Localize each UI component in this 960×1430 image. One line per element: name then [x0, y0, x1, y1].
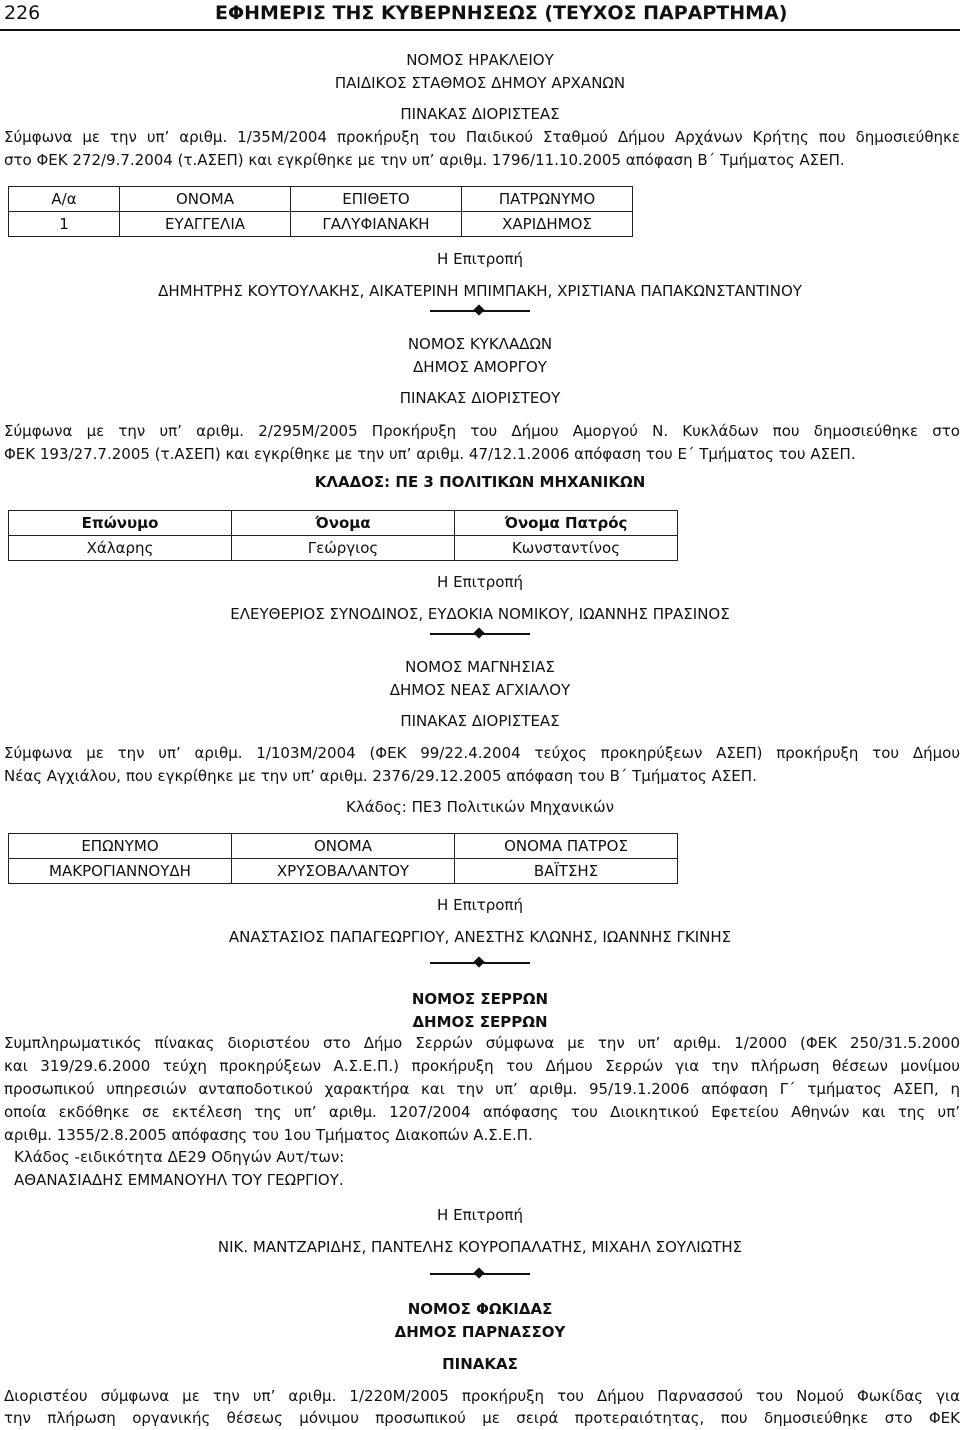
gazette-title: ΕΦΗΜΕΡΙΣ ΤΗΣ ΚΥΒΕΡΝΗΣΕΩΣ (ΤΕΥΧΟΣ ΠΑΡΑΡΤΗΜΑ) — [215, 2, 788, 24]
s3-committee-label: Η Επιτροπή — [437, 896, 523, 914]
s2-text-line: ΦΕΚ 193/27.7.2005 (τ.ΑΣΕΠ) και εγκρίθηκε με την υπ’ αριθμ. 47/12.1.2006 απόφαση του Ε΄ Τμήματος του ΑΣΕΠ. — [4, 445, 856, 463]
s1-pinakas: ΠΙΝΑΚΑΣ ΔΙΟΡΙΣΤΕΑΣ — [400, 105, 560, 123]
table-header-row — [9, 187, 633, 212]
s5-foreas: ΔΗΜΟΣ ΠΑΡΝΑΣΣΟΥ — [394, 1323, 566, 1341]
s4-name: ΑΘΑΝΑΣΙΑΔΗΣ ΕΜΜΑΝΟΥΗΛ ΤΟΥ ΓΕΩΡΓΙΟΥ. — [14, 1171, 344, 1189]
s3-klados: Κλάδος: ΠΕ3 Πολιτικών Μηχανικών — [346, 798, 614, 816]
s5-pinakas: ΠΙΝΑΚΑΣ — [442, 1355, 518, 1373]
table-header-cell: ΟΝΟΜΑ ΠΑΤΡΟΣ — [455, 834, 678, 859]
table-header-cell: ΕΠΩΝΥΜΟ — [9, 834, 232, 859]
s1-table — [8, 186, 633, 237]
table-header-row — [9, 834, 678, 859]
s4-committee-label: Η Επιτροπή — [437, 1206, 523, 1224]
table-header-cell: ΟΝΟΜΑ — [232, 834, 455, 859]
s4-text-line: αριθμ. 1355/2.8.2005 απόφασης του 1ου Τμήματος Διακοπών Α.Σ.Ε.Π. — [4, 1126, 533, 1144]
table-header-row — [9, 511, 678, 536]
table-cell: ΓΑΛΥΦΙΑΝΑΚΗ — [291, 212, 462, 237]
table-header-cell: ΠΑΤΡΩΝΥΜΟ — [462, 187, 633, 212]
s2-text-line: Σύμφωνα με την υπ’ αριθμ. 2/295Μ/2005 Προκήρυξη του Δήμου Αμοργού Ν. Κυκλάδων που δημοσιεύθηκε στο — [4, 422, 960, 440]
s3-text-line: Νέας Αγχιάλου, που εγκρίθηκε με την υπ’ αριθμ. 2376/29.12.2005 απόφαση του Β΄ Τμήματος ΑΣΕΠ. — [4, 767, 757, 785]
s2-pinakas: ΠΙΝΑΚΑΣ ΔΙΟΡΙΣΤΕΟΥ — [399, 389, 561, 407]
table-header-cell: Επώνυμο — [9, 511, 232, 536]
table-header-cell: ΕΠΙΘΕΤΟ — [291, 187, 462, 212]
header-rule — [0, 29, 960, 31]
table-cell: Χάλαρης — [9, 536, 232, 561]
s3-table — [8, 833, 678, 884]
section-separator — [430, 957, 530, 969]
s1-nomos: ΝΟΜΟΣ ΗΡΑΚΛΕΙΟΥ — [406, 51, 554, 69]
table-cell: ΜΑΚΡΟΓΙΑΝΝΟΥΔΗ — [9, 859, 232, 884]
s4-text-line: οποία εκδόθηκε σε εκτέλεση της υπ’ αριθμ. 1207/2004 απόφασης του Διοικητικού Εφετείου Αθηνών και της υπ’ — [4, 1103, 960, 1121]
s3-pinakas: ΠΙΝΑΚΑΣ ΔΙΟΡΙΣΤΕΑΣ — [400, 712, 560, 730]
s5-text-line: Διοριστέου σύμφωνα με την υπ’ αριθμ. 1/220Μ/2005 προκήρυξη του Δήμου Παρνασσού του Νομού Φωκίδας για — [4, 1387, 960, 1405]
s4-text-line: Συμπληρωματικός πίνακας διοριστέου στο Δήμο Σερρών σύμφωνα με την υπ’ αριθμ. 1/2000 (ΦΕΚ 250/31.5.2000 — [4, 1034, 960, 1052]
s4-text-line: και 319/29.6.2000 τεύχη προκηρύξεων Α.Σ.Ε.Π.) προκήρυξη του Δήμου Σερρών για την πλήρωση θέσεων μονίμου — [4, 1057, 960, 1075]
s4-nomos: ΝΟΜΟΣ ΣΕΡΡΩΝ — [411, 990, 549, 1008]
table-row — [9, 536, 678, 561]
s1-committee: ΔΗΜΗΤΡΗΣ ΚΟΥΤΟΥΛΑΚΗΣ, ΑΙΚΑΤΕΡΙΝΗ ΜΠΙΜΠΑΚΗ, ΧΡΙΣΤΙΑΝΑ ΠΑΠΑΚΩΝΣΤΑΝΤΙΝΟΥ — [158, 282, 802, 300]
table-cell: ΧΑΡΙΔΗΜΟΣ — [462, 212, 633, 237]
section-separator — [430, 1268, 530, 1280]
s2-committee: ΕΛΕΥΘΕΡΙΟΣ ΣΥΝΟΔΙΝΟΣ, ΕΥΔΟΚΙΑ ΝΟΜΙΚΟΥ, ΙΩΑΝΝΗΣ ΠΡΑΣΙΝΟΣ — [230, 605, 730, 623]
table-header-cell: Α/α — [9, 187, 120, 212]
table-header-cell: Όνομα Πατρός — [455, 511, 678, 536]
table-row — [9, 212, 633, 237]
table-cell: ΕΥΑΓΓΕΛΙΑ — [120, 212, 291, 237]
page-number: 226 — [4, 2, 41, 24]
section-separator — [430, 628, 530, 640]
section-separator — [430, 305, 530, 317]
s3-committee: ΑΝΑΣΤΑΣΙΟΣ ΠΑΠΑΓΕΩΡΓΙΟΥ, ΑΝΕΣΤΗΣ ΚΛΩΝΗΣ, ΙΩΑΝΝΗΣ ΓΚΙΝΗΣ — [228, 928, 732, 946]
table-header-cell: Όνομα — [232, 511, 455, 536]
s1-foreas: ΠΑΙΔΙΚΟΣ ΣΤΑΘΜΟΣ ΔΗΜΟΥ ΑΡΧΑΝΩΝ — [334, 74, 626, 92]
s4-foreas: ΔΗΜΟΣ ΣΕΡΡΩΝ — [412, 1013, 548, 1031]
s4-klados: Κλάδος -ειδικότητα ΔΕ29 Οδηγών Αυτ/των: — [14, 1148, 345, 1166]
s2-foreas: ΔΗΜΟΣ ΑΜΟΡΓΟΥ — [413, 358, 547, 376]
s1-text-line: Σύμφωνα με την υπ’ αριθμ. 1/35Μ/2004 προκήρυξη του Παιδικού Σταθμού Δήμου Αρχάνων Κρήτης που δημοσιεύθηκε — [4, 128, 960, 146]
s4-text-line: προσωπικού υπηρεσιών ανταποδοτικού χαρακτήρα και την υπ’ αριθμ. 95/19.1.2006 απόφαση Γ΄ τμήματος ΑΣΕΠ, η — [4, 1080, 960, 1098]
s2-nomos: ΝΟΜΟΣ ΚΥΚΛΑΔΩΝ — [407, 335, 553, 353]
s3-foreas: ΔΗΜΟΣ ΝΕΑΣ ΑΓΧΙΑΛΟΥ — [389, 681, 571, 699]
s5-text-line: την πλήρωση οργανικής θέσεως μόνιμου προσωπικού με σειρά προτεραιότητας, που δημοσιεύθηκε στο ΦΕΚ — [4, 1409, 960, 1427]
table-row — [9, 859, 678, 884]
s1-committee-label: Η Επιτροπή — [437, 250, 523, 268]
table-cell: 1 — [9, 212, 120, 237]
s2-committee-label: Η Επιτροπή — [437, 573, 523, 591]
table-cell: ΧΡΥΣΟΒΑΛΑΝΤΟΥ — [232, 859, 455, 884]
s5-nomos: ΝΟΜΟΣ ΦΩΚΙΔΑΣ — [407, 1300, 553, 1318]
s2-klados: ΚΛΑΔΟΣ: ΠΕ 3 ΠΟΛΙΤΙΚΩΝ ΜΗΧΑΝΙΚΩΝ — [314, 473, 646, 491]
table-cell: ΒΑΪΤΣΗΣ — [455, 859, 678, 884]
page-header — [0, 0, 960, 32]
s3-nomos: ΝΟΜΟΣ ΜΑΓΝΗΣΙΑΣ — [405, 658, 555, 676]
table-cell: Κωνσταντίνος — [455, 536, 678, 561]
s3-text-line: Σύμφωνα με την υπ’ αριθμ. 1/103Μ/2004 (ΦΕΚ 99/22.4.2004 τεύχος προκηρύξεων ΑΣΕΠ) προκήρυξη του Δήμου — [4, 744, 960, 762]
table-cell: Γεώργιος — [232, 536, 455, 561]
s4-committee: ΝΙΚ. ΜΑΝΤΖΑΡΙΔΗΣ, ΠΑΝΤΕΛΗΣ ΚΟΥΡΟΠΑΛΑΤΗΣ, ΜΙΧΑΗΛ ΣΟΥΛΙΩΤΗΣ — [217, 1238, 743, 1256]
s2-table — [8, 510, 678, 561]
s1-text-line: στο ΦΕΚ 272/9.7.2004 (τ.ΑΣΕΠ) και εγκρίθηκε με την υπ’ αριθμ. 1796/11.10.2005 απόφαση Β΄ Τμήματος ΑΣΕΠ. — [4, 151, 845, 169]
table-header-cell: ΟΝΟΜΑ — [120, 187, 291, 212]
